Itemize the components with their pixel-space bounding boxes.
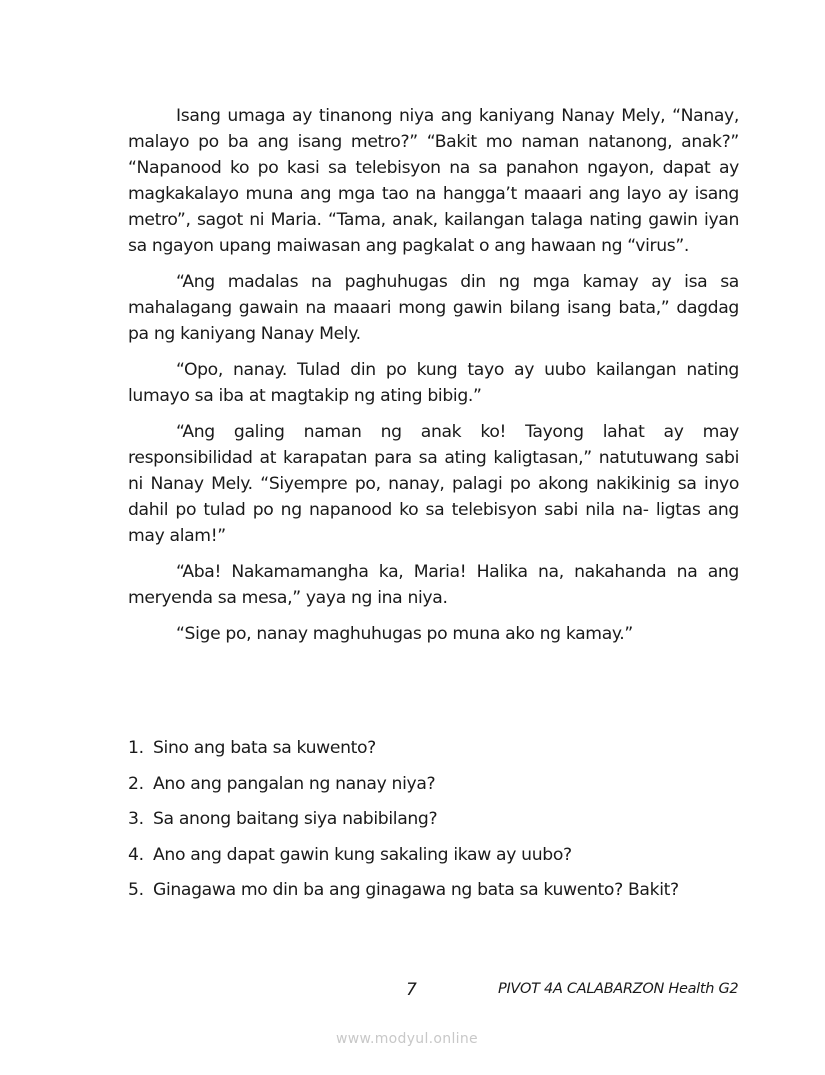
question-text: Sa anong baitang siya nabibilang? <box>153 809 438 829</box>
question-list <box>128 737 768 915</box>
question-text: Sino ang bata sa kuwento? <box>153 738 376 758</box>
question-text: Ginagawa mo din ba ang ginagawa ng bata sa kuwento? Bakit? <box>153 880 679 900</box>
question-text: Ano ang dapat gawin kung sakaling ikaw ay uubo? <box>153 844 572 865</box>
footer-title: PIVOT 4A CALABARZON Health G2 <box>498 981 739 997</box>
question-item <box>128 879 768 901</box>
question-text: Ano ang pangalan ng nanay niya? <box>153 773 436 794</box>
question-number: 5. <box>128 880 144 900</box>
story-paragraph: “Sige po, nanay maghuhugas po muna ako ng kamay.” <box>176 624 633 644</box>
story-paragraph: “Aba! Nakamamangha ka, Maria! Halika na, nakahanda na ang meryenda sa mesa,” yaya ng ina niya. <box>128 562 739 608</box>
question-number: 4. <box>128 844 144 865</box>
question-number: 1. <box>128 738 144 758</box>
story-paragraph: “Ang galing naman ng anak ko! Tayong lahat ay may responsibilidad at karapatan para sa ating kaligtasan,” natutuwang sabi ni Nanay Mely. “Siyempre po, nanay, palagi po akong nakikinig sa inyo dahil po tulad po ng napanood ko sa telebisyon sabi nila na- ligtas ang may alam!” <box>128 422 739 546</box>
question-item <box>128 773 768 795</box>
story-paragraph: Isang umaga ay tinanong niya ang kaniyang Nanay Mely, “Nanay, malayo po ba ang isang metro?” “Bakit mo naman natanong, anak?” “Napanood ko po kasi sa telebisyon na sa panahon ngayon, dapat ay magkakalayo muna ang mga tao na hangga’t maaari ang layo ay isang metro”, sagot ni Maria. “Tama, anak, kailangan talaga nating gawin iyan sa ngayon upang maiwasan ang pagkalat o ang hawaan ng “virus”. <box>128 106 739 256</box>
story-text <box>128 103 739 657</box>
question-item <box>128 808 768 830</box>
story-paragraph: “Opo, nanay. Tulad din po kung tayo ay uubo kailangan nating lumayo sa iba at magtakip ng ating bibig.” <box>128 360 739 406</box>
watermark: www.modyul.online <box>336 1031 478 1047</box>
question-number: 3. <box>128 809 144 829</box>
question-item <box>128 737 768 759</box>
page-number: 7 <box>406 980 417 1000</box>
story-paragraph: “Ang madalas na paghuhugas din ng mga kamay ay isa sa mahalagang gawain na maaari mong gawin bilang isang bata,” dagdag pa ng kaniyang Nanay Mely. <box>128 272 739 344</box>
question-number: 2. <box>128 773 144 794</box>
question-item <box>128 844 768 866</box>
